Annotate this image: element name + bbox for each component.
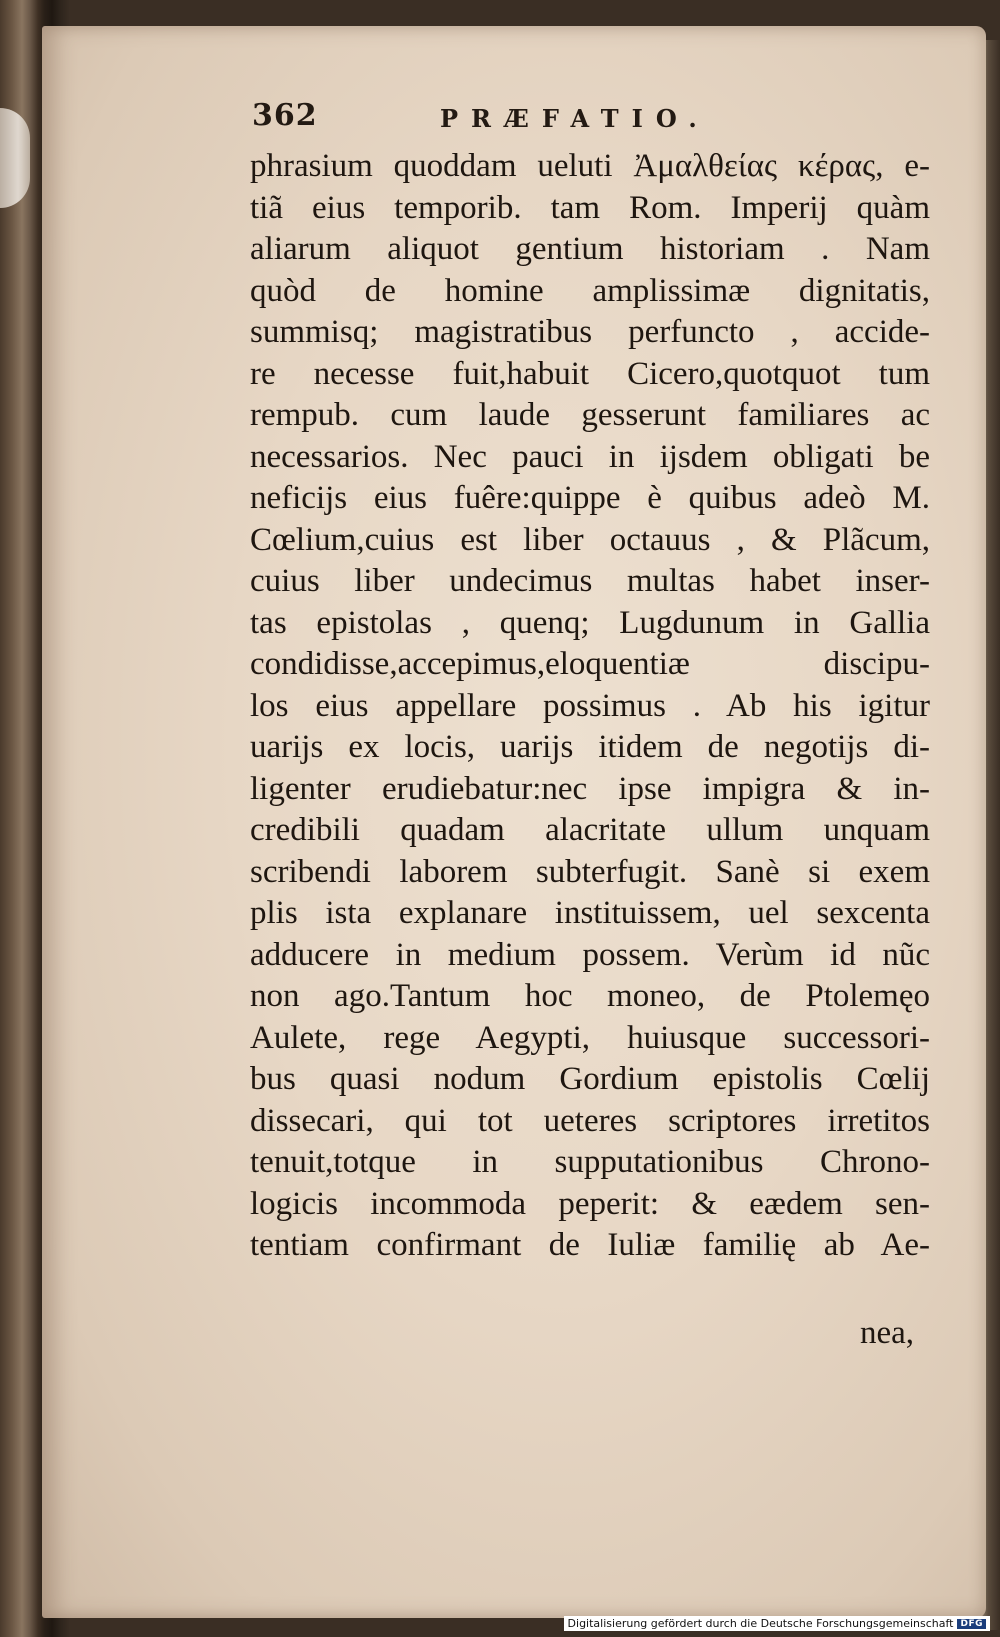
text-line: scribendi laborem subterfugit. Sanè si exem: [250, 853, 930, 890]
text-line: ligenter erudiebatur:nec ipse impigra & in-: [250, 770, 930, 807]
text-line: tenuit,totque in supputationibus Chrono-: [250, 1144, 930, 1180]
text-line: los eius appellare possimus . Ab his igitur: [250, 687, 930, 724]
text-line: Aulete, rege Aegypti, huiusque successori-: [250, 1019, 930, 1056]
text-line: tas epistolas , quenq; Lugdunum in Gallia: [250, 604, 930, 641]
page-header: [252, 98, 772, 138]
text-line: cuius liber undecimus multas habet inser-: [250, 563, 930, 599]
text-line: tiã eius temporib. tam Rom. Imperij quàm: [250, 189, 930, 226]
text-line: logicis incommoda peperit: & eædem sen-: [250, 1185, 930, 1222]
text-line: non ago.Tantum hoc moneo, de Ptolemęo: [250, 978, 930, 1014]
text-line: adducere in medium possem. Verùm id nũc: [250, 936, 930, 973]
page-number: 362: [252, 98, 318, 133]
text-line: re necesse fuit,habuit Cicero,quotquot tum: [250, 355, 930, 392]
text-line: necessarios. Nec pauci in ijsdem obligati be: [250, 438, 930, 475]
text-line: aliarum aliquot gentium historiam . Nam: [250, 231, 930, 267]
body-text: [250, 146, 930, 1267]
text-line: uarijs ex locis, uarijs itidem de negotijs di-: [250, 729, 930, 765]
text-line: bus quasi nodum Gordium epistolis Cœlij: [250, 1061, 930, 1097]
text-line: credibili quadam alacritate ullum unquam: [250, 812, 930, 848]
text-line: rempub. cum laude gesserunt familiares ac: [250, 397, 930, 433]
text-line: neficijs eius fuêre:quippe è quibus adeò M.: [250, 480, 930, 516]
footer-text: Digitalisierung gefördert durch die Deutsche Forschungsgemeinschaft: [567, 1617, 954, 1630]
text-line: tentiam confirmant de Iuliæ familię ab Ae-: [250, 1227, 930, 1263]
text-line: quòd de homine amplissimæ dignitatis,: [250, 272, 930, 309]
running-head: PRÆFATIO.: [440, 104, 710, 133]
dfg-logo: DFG: [957, 1619, 986, 1629]
text-line: plis ista explanare instituissem, uel sexcenta: [250, 895, 930, 931]
text-line: summisq; magistratibus perfuncto , accide-: [250, 314, 930, 350]
page-clip-mark: [0, 108, 30, 208]
text-line: Cœlium,cuius est liber octauus , & Plãcum,: [250, 521, 930, 558]
catchword: nea,: [860, 1315, 915, 1351]
text-line: phrasium quoddam ueluti Ἀμαλθείας κέρας, e-: [250, 148, 930, 184]
text-line: dissecari, qui tot ueteres scriptores irretitos: [250, 1102, 930, 1139]
footer-banner: [564, 1616, 990, 1631]
text-line: condidisse,accepimus,eloquentiæ discipu-: [250, 646, 930, 682]
